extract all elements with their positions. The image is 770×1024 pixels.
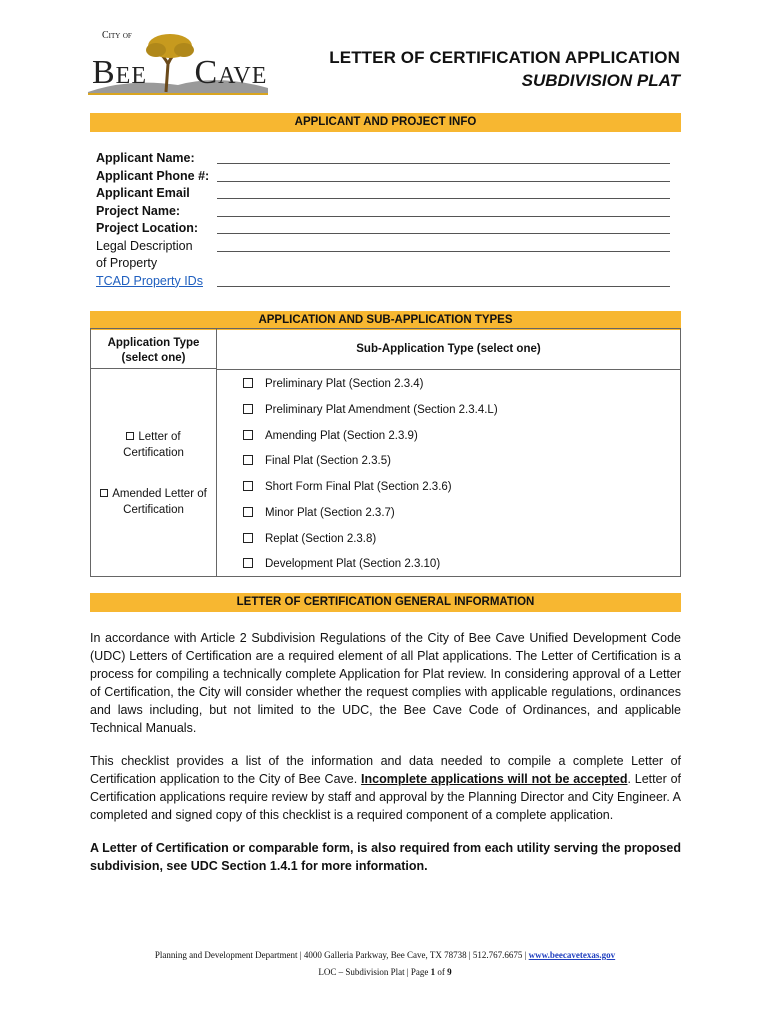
sub-type-option[interactable] xyxy=(243,481,452,493)
sub-type-label: Preliminary Plat Amendment (Section 2.3.4.L) xyxy=(265,404,498,416)
checkbox[interactable] xyxy=(100,489,108,497)
sub-type-label: Short Form Final Plat (Section 2.3.6) xyxy=(265,481,452,493)
sub-type-label: Minor Plat (Section 2.3.7) xyxy=(265,507,395,519)
checkbox[interactable] xyxy=(243,404,253,414)
city-logo xyxy=(88,30,268,98)
app-type-label: Certification xyxy=(123,447,184,459)
section-header-general: LETTER OF CERTIFICATION GENERAL INFORMATION xyxy=(90,593,681,612)
app-type-label: Certification xyxy=(123,504,184,516)
checkbox[interactable] xyxy=(243,558,253,568)
paragraph-checklist xyxy=(90,752,681,824)
page-total: 9 xyxy=(447,967,452,977)
sub-type-label: Development Plat (Section 2.3.10) xyxy=(265,558,441,570)
paragraph-intro: In accordance with Article 2 Subdivision Regulations of the City of Bee Cave Unified Development Code (UDC) Letters of Certification are a required element of all Plat applications. The Letter of Certification is a process for compiling a technically complete Application for Plat review. In considering approval of a Letter of Certification, the City will consider whether the request complies with applicable regulations, ordinances and laws including, but not limited to the UDC, the Bee Cave Code of Ordinances, and applicable Technical Manuals. xyxy=(90,631,681,735)
application-types-table xyxy=(90,328,681,577)
sub-type-option[interactable] xyxy=(243,533,376,545)
checkbox[interactable] xyxy=(243,533,253,543)
field-line-project-location[interactable] xyxy=(217,233,670,234)
checkbox[interactable] xyxy=(243,481,253,491)
field-label: Project Name: xyxy=(96,203,181,218)
sub-type-option[interactable] xyxy=(243,430,418,442)
field-label: of Property xyxy=(96,256,158,270)
app-type-header-line1: Application Type xyxy=(107,337,200,349)
app-type-amended[interactable] xyxy=(91,486,216,518)
page-number: 1 xyxy=(430,967,436,977)
checkbox[interactable] xyxy=(243,507,253,517)
app-type-letter[interactable] xyxy=(91,429,216,461)
footer-of: of xyxy=(435,967,448,977)
sub-type-option[interactable] xyxy=(243,455,391,467)
logo-text-city: City of xyxy=(102,30,132,41)
sub-type-label: Replat (Section 2.3.8) xyxy=(265,533,377,545)
sub-type-option[interactable] xyxy=(243,558,440,570)
app-type-label: Letter of xyxy=(138,431,181,443)
footer-doc: LOC – Subdivision Plat | Page xyxy=(318,967,431,977)
field-label: Applicant Phone #: xyxy=(96,168,210,183)
app-type-header xyxy=(91,329,216,369)
sub-type-option[interactable] xyxy=(243,378,424,390)
text: . Letter of Certification applications require review by staff and approval by the Planning Director and City Engineer. A completed and signed copy of this checklist is a required component of a complete application. xyxy=(90,772,681,822)
checkbox[interactable] xyxy=(243,455,253,465)
sub-type-label: Preliminary Plat (Section 2.3.4) xyxy=(265,378,424,390)
warning-text: Incomplete applications will not be accepted xyxy=(361,772,628,786)
section-header-types: APPLICATION AND SUB-APPLICATION TYPES xyxy=(90,311,681,330)
checkbox[interactable] xyxy=(243,430,253,440)
text: This checklist provides a list of the information and data needed to compile a complete Letter of Certification application to the City of Bee Cave. xyxy=(90,754,681,786)
sub-type-header: Sub-Application Type (select one) xyxy=(217,329,680,370)
website-link[interactable]: www.beecavetexas.gov xyxy=(528,950,616,960)
field-label: Legal Description xyxy=(96,238,193,253)
checkbox[interactable] xyxy=(243,378,253,388)
app-type-header-line2: (select one) xyxy=(121,352,186,364)
field-label: Applicant Name: xyxy=(96,151,195,165)
field-line-project-name[interactable] xyxy=(217,216,670,217)
sub-type-label: Final Plat (Section 2.3.5) xyxy=(265,455,391,467)
sub-type-label: Amending Plat (Section 2.3.9) xyxy=(265,430,418,442)
footer-address: Planning and Development Department | 4000 Galleria Parkway, Bee Cave, TX 78738 | 512.767.6675 | xyxy=(154,950,529,960)
field-line-legal-description[interactable] xyxy=(217,251,670,252)
field-line-applicant-name[interactable] xyxy=(217,163,670,164)
tcad-link[interactable]: TCAD Property IDs xyxy=(96,273,203,288)
field-line-tcad-ids[interactable] xyxy=(217,286,670,287)
title-main: LETTER OF CERTIFICATION APPLICATION xyxy=(329,48,680,67)
app-type-label: Amended Letter of xyxy=(112,488,207,500)
footer-contact xyxy=(0,950,770,960)
field-label: Applicant Email xyxy=(96,186,190,200)
title-sub: SUBDIVISION PLAT xyxy=(521,71,680,90)
sub-type-option[interactable] xyxy=(243,507,395,519)
field-line-applicant-phone[interactable] xyxy=(217,181,670,182)
field-line-applicant-email[interactable] xyxy=(217,198,670,199)
section-header-applicant: APPLICANT AND PROJECT INFO xyxy=(90,113,681,132)
footer-page xyxy=(0,967,770,977)
document-title xyxy=(329,48,680,91)
logo-text-name: Bee Cave xyxy=(92,54,268,91)
paragraph-utility: A Letter of Certification or comparable form, is also required from each utility serving the proposed subdivision, see UDC Section 1.4.1 for more information. xyxy=(90,841,681,873)
sub-type-option[interactable] xyxy=(243,404,498,416)
checkbox[interactable] xyxy=(126,432,134,440)
field-label: Project Location: xyxy=(96,221,199,235)
